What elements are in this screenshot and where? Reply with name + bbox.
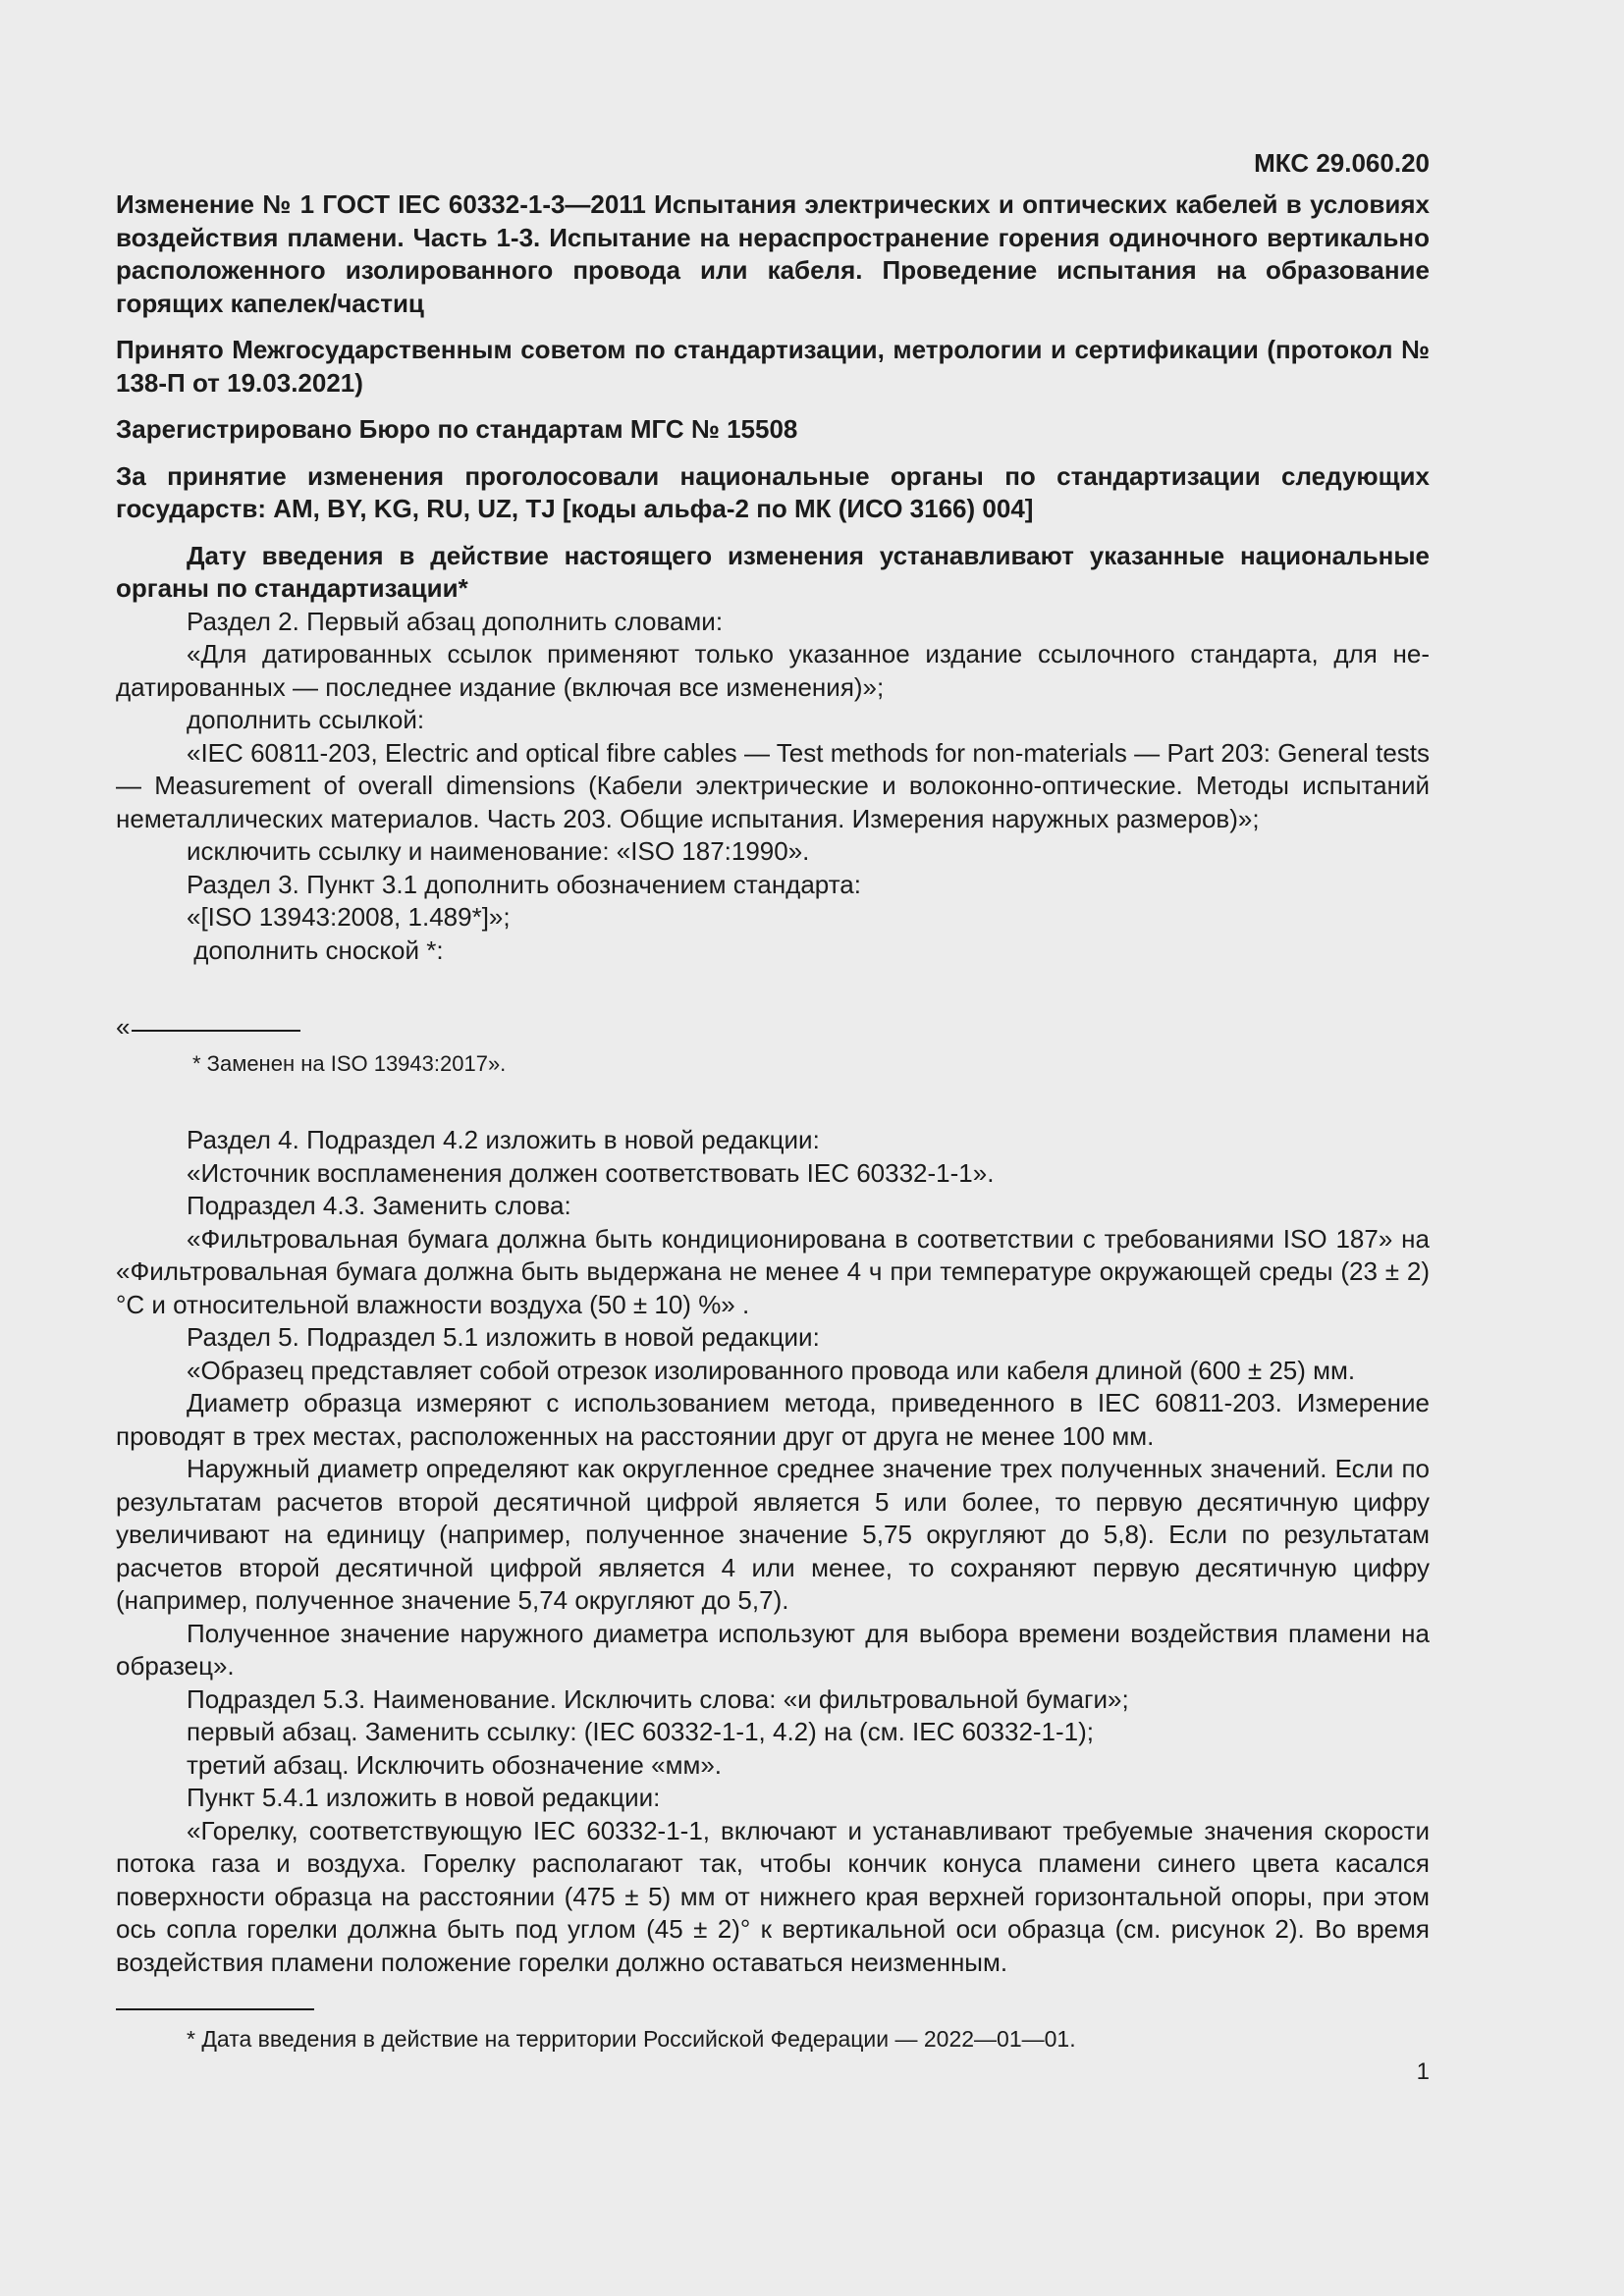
- body-paragraph: Диаметр образца измеряют с использованием метода, приведенного в IEC 60811-203. Измерение проводят в трех местах, расположенных на расстоянии друг от друга не менее 100 мм.: [116, 1388, 1430, 1451]
- effective-date-statement: Дату введения в действие настоящего изменения устанавливают указанные национальные органы по стандартизации*: [116, 540, 1430, 603]
- body-paragraph: «Горелку, соответствующую IEC 60332-1-1, включают и устанавливают требуемые значения скорости потока газа и воздуха. Горелку располагают так, чтобы кончик конуса пламени синего цвета касался поверхности образца на расстоянии (475 ± 5) мм от нижнего края верхней горизонтальной опоры, при этом ось сопла горелки должна быть под углом (45 ± 2)° к вертикальной оси образца (см. рисунок 2). Во время воздействия пламени положение горелки должно оставаться неизменным.: [116, 1815, 1430, 1977]
- body-paragraph: «Для датированных ссылок применяют только указанное издание ссылочного стандарта, для недатированных — последнее издание (включая все изменения)»;: [116, 639, 1430, 702]
- inline-footnote-rule: [116, 1014, 1430, 1040]
- body-paragraph: «IEC 60811-203, Electric and optical fibre cables — Test methods for non-materials — Part 203: General tests — Measurement of overall dimensions (Кабели электрические и волоконно-оптические. Методы испытаний неметаллических материалов. Часть 203. Общие испытания. Измерения наружных размеров)»;: [116, 737, 1430, 833]
- body-paragraph: третий абзац. Исключить обозначение «мм».: [187, 1749, 722, 1780]
- body-paragraph: Раздел 4. Подраздел 4.2 изложить в новой редакции:: [187, 1125, 820, 1154]
- body-paragraph: Подраздел 4.3. Заменить слова:: [187, 1191, 571, 1220]
- body-paragraph: Наружный диаметр определяют как округленное среднее значение трех полученных значений. Если по результатам расчетов второй десятичной цифрой является 5 или более, то первую десятичную цифру увеличивают на единицу (например, полученное значение 5,75 округляют до 5,8). Если по результатам расчетов второй десятичной цифрой является 4 или менее, то сохраняют первую десятичную цифру (например, полученное значение 5,74 округляют до 5,7).: [116, 1454, 1430, 1615]
- voting-statement: За принятие изменения проголосовали национальные органы по стандартизации следующих государств: AM, BY, KG, RU, UZ, TJ [коды альфа-2 по МК (ИСО 3166) 004]: [116, 460, 1430, 523]
- document-title: Изменение № 1 ГОСТ IEC 60332-1-3—2011 Испытания электрических и оптических кабелей в условиях воздействия пламени. Часть 1-3. Испытание на нераспространение горения одиночного вертикально расположенного изолированного провода или кабеля. Проведение испытания на образование горящих капелек/частиц: [116, 189, 1430, 318]
- registration-statement: Зарегистрировано Бюро по стандартам МГС № 15508: [116, 414, 798, 444]
- adopted-statement: Принято Межгосударственным советом по стандартизации, метрологии и сертификации (протокол № 138-П от 19.03.2021): [116, 335, 1430, 398]
- body-paragraph: «Образец представляет собой отрезок изолированного провода или кабеля длиной (600 ± 25) мм.: [187, 1355, 1356, 1385]
- page-number: 1: [1416, 2058, 1430, 2085]
- inline-footnote: * Заменен на ISO 13943:2017».: [192, 1051, 507, 1076]
- body-paragraph: исключить ссылку и наименование: «ISO 187:1990».: [187, 836, 810, 866]
- body-paragraph: Раздел 5. Подраздел 5.1 изложить в новой редакции:: [187, 1322, 820, 1352]
- page-footnote: * Дата введения в действие на территории Российской Федерации — 2022—01—01.: [187, 2026, 1076, 2052]
- body-paragraph: «[ISO 13943:2008, 1.489*]»;: [187, 902, 511, 932]
- body-paragraph: Раздел 3. Пункт 3.1 дополнить обозначением стандарта:: [187, 869, 861, 899]
- body-paragraph: «Источник воспламенения должен соответствовать IEC 60332-1-1».: [187, 1157, 995, 1188]
- page-footnote-separator: [116, 2008, 314, 2010]
- mks-code: МКС 29.060.20: [1254, 148, 1430, 178]
- footnote-separator: [132, 1014, 300, 1032]
- body-paragraph: Подраздел 5.3. Наименование. Исключить слова: «и фильтровальной бумаги»;: [187, 1683, 1129, 1714]
- quote-mark: «: [116, 1012, 131, 1041]
- body-paragraph: первый абзац. Заменить ссылку: (IEC 60332-1-1, 4.2) на (см. IEC 60332-1-1);: [187, 1717, 1095, 1746]
- body-paragraph: Раздел 2. Первый абзац дополнить словами:: [187, 606, 724, 636]
- body-paragraph: дополнить ссылкой:: [187, 705, 425, 734]
- body-paragraph: «Фильтровальная бумага должна быть кондиционирована в соответствии с требованиями ISO 187» на «Фильтровальная бумага должна быть выдержана не менее 4 ч при температуре окружающей среды (23 ± 2) °С и относительной влажности воздуха (50 ± 10) %» .: [116, 1223, 1430, 1319]
- body-paragraph: Полученное значение наружного диаметра используют для выбора времени воздействия пламени на образец».: [116, 1618, 1430, 1681]
- document-page: [116, 145, 1430, 2087]
- body-paragraph: Пункт 5.4.1 изложить в новой редакции:: [187, 1783, 661, 1812]
- body-paragraph: дополнить сноской *:: [187, 934, 444, 965]
